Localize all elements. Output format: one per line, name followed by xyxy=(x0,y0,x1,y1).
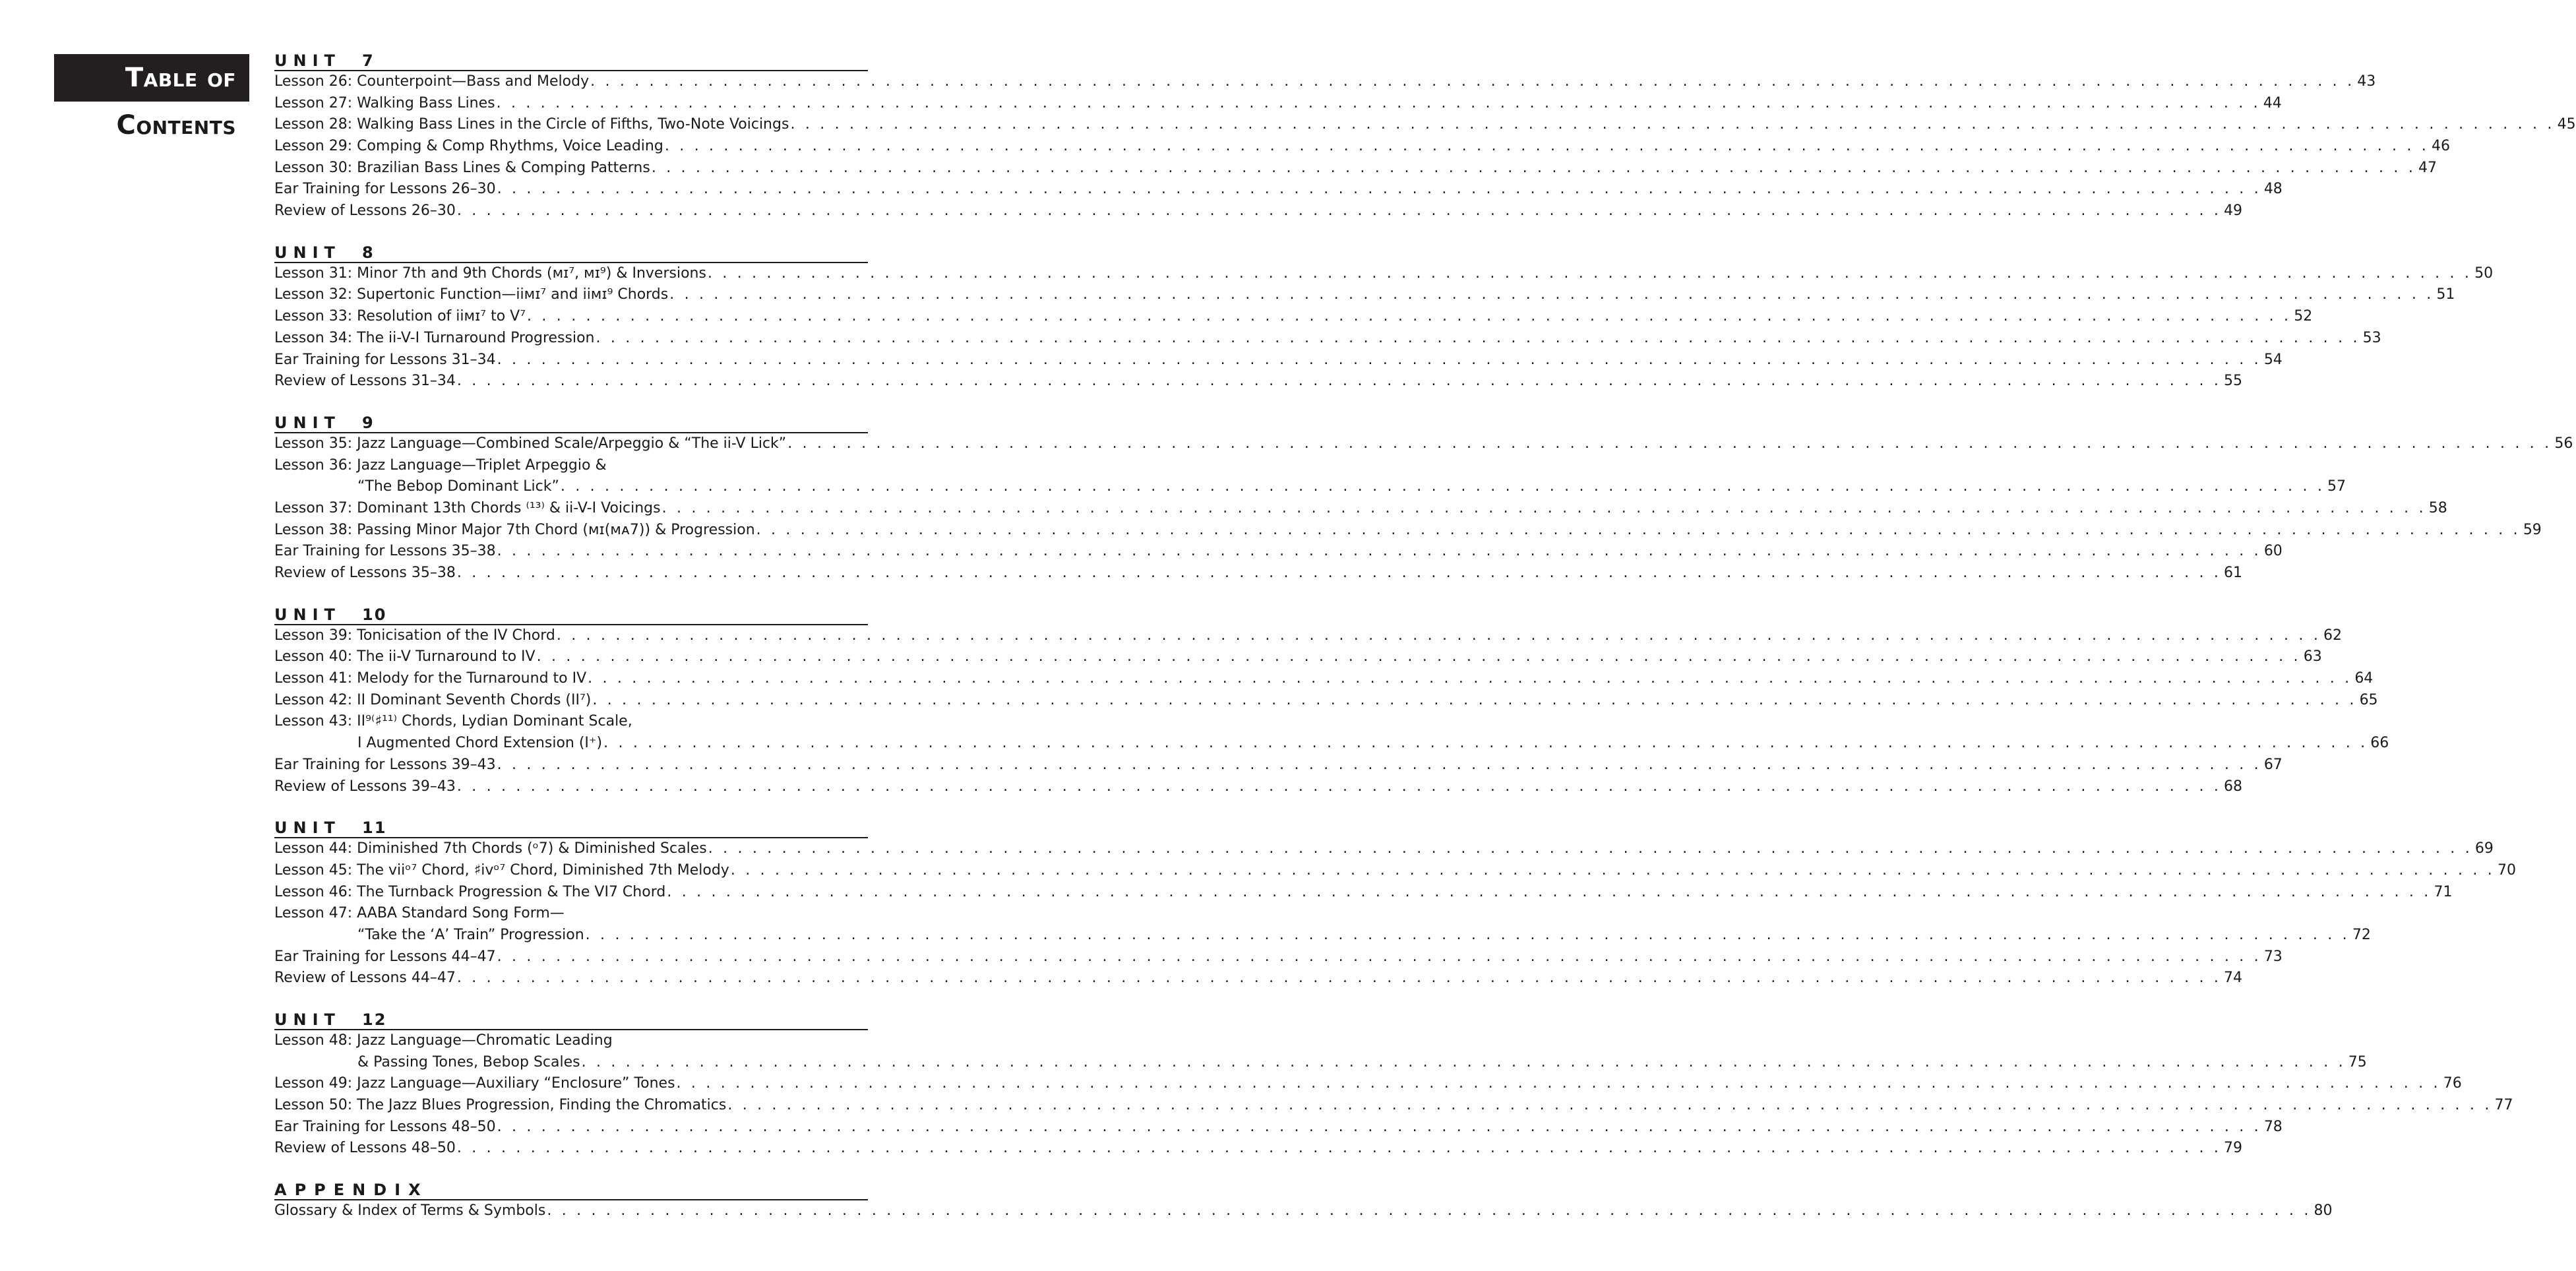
table-of-contents xyxy=(274,51,2576,1243)
entry-title: Lesson 36: Jazz Language—Triplet Arpeggio & xyxy=(274,456,607,474)
dot-leader: . . . . . . . . . . . . . . . . . . . . . . . . . . . . . . . . . . . . . . . . . . . . . . . . . . . . . . . . . . . . . . . . . . . . . . . . . . . . . . . . . . . . . . . . . . . . . . . . . . . . . . . . . . . . . . . . . . . . . . . . xyxy=(527,308,2292,325)
dot-leader: . . . . . . . . . . . . . . . . . . . . . . . . . . . . . . . . . . . . . . . . . . . . . . . . . . . . . . . . . . . . . . . . . . . . . . . . . . . . . . . . . . . . . . . . . . . . . . . . . . . . . . . . . . . . . . . . . . . . . . . . xyxy=(756,521,2521,538)
toc-title-line2-box xyxy=(54,104,249,146)
entry-page-number: 52 xyxy=(2294,308,2313,325)
section-number: 7 xyxy=(362,51,375,70)
entry-page-number: 64 xyxy=(2354,670,2374,687)
toc-entry[interactable] xyxy=(274,946,2283,968)
toc-entry[interactable] xyxy=(274,328,2381,350)
entry-title: Lesson 27: Walking Bass Lines xyxy=(274,94,495,111)
entry-page-number: 56 xyxy=(2554,435,2573,452)
section-number: 10 xyxy=(362,605,387,624)
dot-leader: . . . . . . . . . . . . . . . . . . . . . . . . . . . . . . . . . . . . . . . . . . . . . . . . . . . . . . . . . . . . . . . . . . . . . . . . . . . . . . . . . . . . . . . . . . . . . . . . . . . . . . . . . . . . . . . . . . . . . . . . xyxy=(456,565,2222,582)
toc-entry[interactable] xyxy=(274,520,2542,542)
toc-entry[interactable] xyxy=(274,93,2282,115)
toc-entry[interactable] xyxy=(274,1030,868,1052)
toc-entry[interactable] xyxy=(274,71,2376,93)
dot-leader: . . . . . . . . . . . . . . . . . . . . . . . . . . . . . . . . . . . . . . . . . . . . . . . . . . . . . . . . . . . . . . . . . . . . . . . . . . . . . . . . . . . . . . . . . . . . . . . . . . . . . . . . . . . . . . . . . . . . . . . . xyxy=(456,970,2222,987)
dot-leader: . . . . . . . . . . . . . . . . . . . . . . . . . . . . . . . . . . . . . . . . . . . . . . . . . . . . . . . . . . . . . . . . . . . . . . . . . . . . . . . . . . . . . . . . . . . . . . . . . . . . . . . . . . . . . . . . . . . . . . . . xyxy=(560,478,2325,495)
toc-section xyxy=(274,605,2389,798)
entry-title: Lesson 29: Comping & Comp Rhythms, Voice Leading xyxy=(274,138,663,155)
section-heading xyxy=(274,51,868,71)
entry-page-number: 75 xyxy=(2348,1053,2367,1070)
toc-entry[interactable] xyxy=(274,838,2494,860)
entry-title: I Augmented Chord Extension (I⁺) xyxy=(357,735,603,752)
entry-page-number: 62 xyxy=(2323,627,2343,644)
section-heading xyxy=(274,819,868,838)
entry-title: Lesson 30: Brazilian Bass Lines & Comping Patterns xyxy=(274,159,650,176)
dot-leader: . . . . . . . . . . . . . . . . . . . . . . . . . . . . . . . . . . . . . . . . . . . . . . . . . . . . . . . . . . . . . . . . . . . . . . . . . . . . . . . . . . . . . . . . . . . . . . . . . . . . . . . . . . . . . . . . . . . . . . . . xyxy=(603,735,2368,752)
dot-leader: . . . . . . . . . . . . . . . . . . . . . . . . . . . . . . . . . . . . . . . . . . . . . . . . . . . . . . . . . . . . . . . . . . . . . . . . . . . . . . . . . . . . . . . . . . . . . . . . . . . . . . . . . . . . . . . . . . . . . . . . xyxy=(676,1075,2441,1092)
entry-title: Review of Lessons 44–47 xyxy=(274,970,456,987)
toc-section xyxy=(274,243,2494,392)
entry-title: Lesson 37: Dominant 13th Chords ⁽¹³⁾ & ii-V-I Voicings xyxy=(274,499,661,516)
entry-title: Lesson 34: The ii-V-I Turnaround Progression xyxy=(274,329,595,346)
dot-leader: . . . . . . . . . . . . . . . . . . . . . . . . . . . . . . . . . . . . . . . . . . . . . . . . . . . . . . . . . . . . . . . . . . . . . . . . . . . . . . . . . . . . . . . . . . . . . . . . . . . . . . . . . . . . . . . . . . . . . . . . xyxy=(585,926,2350,943)
dot-leader: . . . . . . . . . . . . . . . . . . . . . . . . . . . . . . . . . . . . . . . . . . . . . . . . . . . . . . . . . . . . . . . . . . . . . . . . . . . . . . . . . . . . . . . . . . . . . . . . . . . . . . . . . . . . . . . . . . . . . . . . xyxy=(536,648,2301,666)
entry-page-number: 58 xyxy=(2428,499,2447,516)
section-number: 9 xyxy=(362,413,375,432)
entry-title: Lesson 46: The Turnback Progression & The VI7 Chord xyxy=(274,883,666,900)
dot-leader: . . . . . . . . . . . . . . . . . . . . . . . . . . . . . . . . . . . . . . . . . . . . . . . . . . . . . . . . . . . . . . . . . . . . . . . . . . . . . . . . . . . . . . . . . . . . . . . . . . . . . . . . . . . . . . . . . . . . . . . . xyxy=(667,883,2432,900)
toc-entry[interactable] xyxy=(274,1117,2283,1138)
entry-title: Lesson 26: Counterpoint—Bass and Melody xyxy=(274,73,590,90)
toc-entry[interactable] xyxy=(274,1052,2367,1074)
dot-leader: . . . . . . . . . . . . . . . . . . . . . . . . . . . . . . . . . . . . . . . . . . . . . . . . . . . . . . . . . . . . . . . . . . . . . . . . . . . . . . . . . . . . . . . . . . . . . . . . . . . . . . . . . . . . . . . . . . . . . . . . xyxy=(496,94,2261,111)
dot-leader: . . . . . . . . . . . . . . . . . . . . . . . . . . . . . . . . . . . . . . . . . . . . . . . . . . . . . . . . . . . . . . . . . . . . . . . . . . . . . . . . . . . . . . . . . . . . . . . . . . . . . . . . . . . . . . . . . . . . . . . . xyxy=(592,691,2357,708)
toc-title-line1: Table of xyxy=(125,63,236,93)
dot-leader: . . . . . . . . . . . . . . . . . . . . . . . . . . . . . . . . . . . . . . . . . . . . . . . . . . . . . . . . . . . . . . . . . . . . . . . . . . . . . . . . . . . . . . . . . . . . . . . . . . . . . . . . . . . . . . . . . . . . . . . . xyxy=(556,627,2321,644)
dot-leader: . . . . . . . . . . . . . . . . . . . . . . . . . . . . . . . . . . . . . . . . . . . . . . . . . . . . . . . . . . . . . . . . . . . . . . . . . . . . . . . . . . . . . . . . . . . . . . . . . . . . . . . . . . . . . . . . . . . . . . . . xyxy=(456,202,2222,220)
entry-page-number: 78 xyxy=(2263,1118,2283,1135)
section-number: 11 xyxy=(362,819,387,838)
toc-entry[interactable] xyxy=(274,733,2389,755)
dot-leader: . . . . . . . . . . . . . . . . . . . . . . . . . . . . . . . . . . . . . . . . . . . . . . . . . . . . . . . . . . . . . . . . . . . . . . . . . . . . . . . . . . . . . . . . . . . . . . . . . . . . . . . . . . . . . . . . . . . . . . . . xyxy=(497,756,2261,773)
section-label: APPENDIX xyxy=(274,1181,429,1200)
entry-page-number: 68 xyxy=(2224,778,2243,795)
section-heading xyxy=(274,1181,868,1200)
toc-entry[interactable] xyxy=(274,903,868,925)
dot-leader: . . . . . . . . . . . . . . . . . . . . . . . . . . . . . . . . . . . . . . . . . . . . . . . . . . . . . . . . . . . . . . . . . . . . . . . . . . . . . . . . . . . . . . . . . . . . . . . . . . . . . . . . . . . . . . . . . . . . . . . . xyxy=(581,1053,2346,1070)
entry-page-number: 55 xyxy=(2224,373,2243,390)
dot-leader: . . . . . . . . . . . . . . . . . . . . . . . . . . . . . . . . . . . . . . . . . . . . . . . . . . . . . . . . . . . . . . . . . . . . . . . . . . . . . . . . . . . . . . . . . . . . . . . . . . . . . . . . . . . . . . . . . . . . . . . . xyxy=(727,1097,2492,1114)
section-heading xyxy=(274,1010,868,1030)
entry-title: Lesson 33: Resolution of iiᴍɪ⁷ to V⁷ xyxy=(274,308,526,325)
entry-page-number: 54 xyxy=(2263,351,2283,368)
entry-title: Glossary & Index of Terms & Symbols xyxy=(274,1202,546,1220)
entry-page-number: 69 xyxy=(2474,840,2494,857)
toc-entry[interactable] xyxy=(274,712,868,733)
entry-title: Lesson 41: Melody for the Turnaround to IV xyxy=(274,670,587,687)
entry-page-number: 53 xyxy=(2362,329,2381,346)
toc-entry[interactable] xyxy=(274,1200,2333,1222)
dot-leader: . . . . . . . . . . . . . . . . . . . . . . . . . . . . . . . . . . . . . . . . . . . . . . . . . . . . . . . . . . . . . . . . . . . . . . . . . . . . . . . . . . . . . . . . . . . . . . . . . . . . . . . . . . . . . . . . . . . . . . . . xyxy=(547,1202,2312,1220)
toc-entry[interactable] xyxy=(274,1095,2513,1117)
toc-entry[interactable] xyxy=(274,306,2313,328)
entry-title: Ear Training for Lessons 26–30 xyxy=(274,181,496,198)
toc-entry[interactable] xyxy=(274,136,2450,158)
entry-page-number: 44 xyxy=(2263,94,2282,111)
entry-title: Lesson 42: II Dominant Seventh Chords (II⁷) xyxy=(274,691,592,708)
entry-page-number: 43 xyxy=(2357,73,2376,90)
entry-title: Lesson 50: The Jazz Blues Progression, Finding the Chromatics xyxy=(274,1097,727,1114)
entry-title: Ear Training for Lessons 39–43 xyxy=(274,756,496,773)
toc-entry[interactable] xyxy=(274,563,2243,584)
dot-leader: . . . . . . . . . . . . . . . . . . . . . . . . . . . . . . . . . . . . . . . . . . . . . . . . . . . . . . . . . . . . . . . . . . . . . . . . . . . . . . . . . . . . . . . . . . . . . . . . . . . . . . . . . . . . . . . . . . . . . . . . xyxy=(596,329,2360,346)
toc-entry[interactable] xyxy=(274,285,2455,307)
toc-entry[interactable] xyxy=(274,755,2283,776)
entry-title: Review of Lessons 26–30 xyxy=(274,202,456,220)
entry-title: Ear Training for Lessons 48–50 xyxy=(274,1118,496,1135)
entry-page-number: 48 xyxy=(2263,181,2283,198)
entry-title: Lesson 39: Tonicisation of the IV Chord xyxy=(274,627,555,644)
dot-leader: . . . . . . . . . . . . . . . . . . . . . . . . . . . . . . . . . . . . . . . . . . . . . . . . . . . . . . . . . . . . . . . . . . . . . . . . . . . . . . . . . . . . . . . . . . . . . . . . . . . . . . . . . . . . . . . . . . . . . . . . xyxy=(661,499,2426,516)
toc-entry[interactable] xyxy=(274,179,2283,201)
entry-title: Lesson 48: Jazz Language—Chromatic Leading xyxy=(274,1032,613,1049)
dot-leader: . . . . . . . . . . . . . . . . . . . . . . . . . . . . . . . . . . . . . . . . . . . . . . . . . . . . . . . . . . . . . . . . . . . . . . . . . . . . . . . . . . . . . . . . . . . . . . . . . . . . . . . . . . . . . . . . . . . . . . . . xyxy=(497,948,2261,965)
entry-page-number: 60 xyxy=(2263,543,2283,560)
toc-entry[interactable] xyxy=(274,498,2447,520)
dot-leader: . . . . . . . . . . . . . . . . . . . . . . . . . . . . . . . . . . . . . . . . . . . . . . . . . . . . . . . . . . . . . . . . . . . . . . . . . . . . . . . . . . . . . . . . . . . . . . . . . . . . . . . . . . . . . . . . . . . . . . . . xyxy=(730,861,2495,879)
toc-entry[interactable] xyxy=(274,114,2576,136)
toc-entry[interactable] xyxy=(274,201,2243,222)
section-heading xyxy=(274,605,868,625)
dot-leader: . . . . . . . . . . . . . . . . . . . . . . . . . . . . . . . . . . . . . . . . . . . . . . . . . . . . . . . . . . . . . . . . . . . . . . . . . . . . . . . . . . . . . . . . . . . . . . . . . . . . . . . . . . . . . . . . . . . . . . . . xyxy=(497,181,2261,198)
entry-title: Review of Lessons 48–50 xyxy=(274,1140,456,1157)
entry-title: Lesson 47: AABA Standard Song Form— xyxy=(274,905,565,922)
entry-page-number: 50 xyxy=(2474,264,2494,282)
toc-entry[interactable] xyxy=(274,646,2322,668)
entry-title: Lesson 45: The viiᵒ⁷ Chord, ♯ivᵒ⁷ Chord, Diminished 7th Melody xyxy=(274,861,729,879)
entry-title: Review of Lessons 39–43 xyxy=(274,778,456,795)
entry-page-number: 57 xyxy=(2327,478,2346,495)
section-label: UNIT xyxy=(274,819,341,838)
toc-entry[interactable] xyxy=(274,158,2438,179)
section-label: UNIT xyxy=(274,243,341,262)
entry-title: Lesson 43: II⁹⁽♯¹¹⁾ Chords, Lydian Dominant Scale, xyxy=(274,713,632,730)
entry-title: “Take the ‘A’ Train” Progression xyxy=(357,926,584,943)
entry-page-number: 67 xyxy=(2263,756,2283,773)
toc-entry[interactable] xyxy=(274,476,2346,498)
entry-title: Lesson 38: Passing Minor Major 7th Chord (ᴍɪ(ᴍᴀ7)) & Progression xyxy=(274,521,755,538)
toc-entry[interactable] xyxy=(274,541,2283,563)
entry-page-number: 80 xyxy=(2314,1202,2333,1220)
toc-entry[interactable] xyxy=(274,690,2378,712)
entry-title: Lesson 31: Minor 7th and 9th Chords (ᴍɪ⁷, ᴍɪ⁹) & Inversions xyxy=(274,264,706,282)
entry-page-number: 47 xyxy=(2418,159,2438,176)
entry-page-number: 66 xyxy=(2370,735,2389,752)
section-label: UNIT xyxy=(274,51,341,70)
dot-leader: . . . . . . . . . . . . . . . . . . . . . . . . . . . . . . . . . . . . . . . . . . . . . . . . . . . . . . . . . . . . . . . . . . . . . . . . . . . . . . . . . . . . . . . . . . . . . . . . . . . . . . . . . . . . . . . . . . . . . . . . xyxy=(456,1140,2222,1157)
entry-title: Lesson 49: Jazz Language—Auxiliary “Enclosure” Tones xyxy=(274,1075,675,1092)
toc-entry[interactable] xyxy=(274,882,2453,904)
entry-page-number: 79 xyxy=(2224,1140,2243,1157)
toc-section xyxy=(274,1181,2333,1222)
toc-entry[interactable] xyxy=(274,433,2573,455)
entry-page-number: 51 xyxy=(2436,286,2455,303)
entry-title: Ear Training for Lessons 44–47 xyxy=(274,948,496,965)
section-label: UNIT xyxy=(274,605,341,624)
entry-page-number: 77 xyxy=(2494,1097,2513,1114)
toc-entry[interactable] xyxy=(274,1073,2462,1095)
toc-entry[interactable] xyxy=(274,860,2516,882)
section-number: 8 xyxy=(362,243,375,262)
toc-section xyxy=(274,1010,2513,1160)
entry-title: & Passing Tones, Bebop Scales xyxy=(357,1053,580,1070)
entry-page-number: 72 xyxy=(2352,926,2371,943)
dot-leader: . . . . . . . . . . . . . . . . . . . . . . . . . . . . . . . . . . . . . . . . . . . . . . . . . . . . . . . . . . . . . . . . . . . . . . . . . . . . . . . . . . . . . . . . . . . . . . . . . . . . . . . . . . . . . . . . . . . . . . . . xyxy=(787,435,2552,452)
entry-page-number: 74 xyxy=(2224,970,2243,987)
entry-title: Lesson 28: Walking Bass Lines in the Circle of Fifths, Two-Note Voicings xyxy=(274,116,789,133)
entry-page-number: 46 xyxy=(2432,138,2450,155)
section-label: UNIT xyxy=(274,413,341,432)
dot-leader: . . . . . . . . . . . . . . . . . . . . . . . . . . . . . . . . . . . . . . . . . . . . . . . . . . . . . . . . . . . . . . . . . . . . . . . . . . . . . . . . . . . . . . . . . . . . . . . . . . . . . . . . . . . . . . . . . . . . . . . . xyxy=(708,840,2472,857)
toc-section xyxy=(274,819,2516,989)
dot-leader: . . . . . . . . . . . . . . . . . . . . . . . . . . . . . . . . . . . . . . . . . . . . . . . . . . . . . . . . . . . . . . . . . . . . . . . . . . . . . . . . . . . . . . . . . . . . . . . . . . . . . . . . . . . . . . . . . . . . . . . . xyxy=(497,1118,2261,1135)
toc-entry[interactable] xyxy=(274,968,2243,989)
entry-title: Ear Training for Lessons 35–38 xyxy=(274,543,496,560)
toc-entry[interactable] xyxy=(274,925,2371,946)
dot-leader: . . . . . . . . . . . . . . . . . . . . . . . . . . . . . . . . . . . . . . . . . . . . . . . . . . . . . . . . . . . . . . . . . . . . . . . . . . . . . . . . . . . . . . . . . . . . . . . . . . . . . . . . . . . . . . . . . . . . . . . . xyxy=(669,286,2434,303)
entry-title: Lesson 35: Jazz Language—Combined Scale/Arpeggio & “The ii-V Lick” xyxy=(274,435,787,452)
entry-title: Review of Lessons 35–38 xyxy=(274,565,456,582)
entry-title: Lesson 32: Supertonic Function—iiᴍɪ⁷ and iiᴍɪ⁹ Chords xyxy=(274,286,669,303)
toc-entry[interactable] xyxy=(274,1138,2243,1160)
entry-title: Lesson 44: Diminished 7th Chords (ᵒ7) & Diminished Scales xyxy=(274,840,707,857)
toc-entry[interactable] xyxy=(274,668,2374,690)
entry-title: Ear Training for Lessons 31–34 xyxy=(274,351,496,368)
toc-entry[interactable] xyxy=(274,371,2243,392)
toc-entry[interactable] xyxy=(274,625,2343,647)
toc-entry[interactable] xyxy=(274,263,2494,285)
entry-page-number: 65 xyxy=(2359,691,2378,708)
entry-page-number: 73 xyxy=(2263,948,2283,965)
entry-page-number: 49 xyxy=(2224,202,2243,220)
dot-leader: . . . . . . . . . . . . . . . . . . . . . . . . . . . . . . . . . . . . . . . . . . . . . . . . . . . . . . . . . . . . . . . . . . . . . . . . . . . . . . . . . . . . . . . . . . . . . . . . . . . . . . . . . . . . . . . . . . . . . . . . xyxy=(456,778,2222,795)
section-label: UNIT xyxy=(274,1010,341,1030)
dot-leader: . . . . . . . . . . . . . . . . . . . . . . . . . . . . . . . . . . . . . . . . . . . . . . . . . . . . . . . . . . . . . . . . . . . . . . . . . . . . . . . . . . . . . . . . . . . . . . . . . . . . . . . . . . . . . . . . . . . . . . . . xyxy=(664,138,2429,155)
dot-leader: . . . . . . . . . . . . . . . . . . . . . . . . . . . . . . . . . . . . . . . . . . . . . . . . . . . . . . . . . . . . . . . . . . . . . . . . . . . . . . . . . . . . . . . . . . . . . . . . . . . . . . . . . . . . . . . . . . . . . . . . xyxy=(651,159,2416,176)
toc-title-box xyxy=(54,54,249,102)
entry-page-number: 45 xyxy=(2557,116,2576,133)
toc-section xyxy=(274,413,2573,584)
entry-title: Lesson 40: The ii-V Turnaround to IV xyxy=(274,648,536,666)
toc-section xyxy=(274,51,2576,222)
entry-title: Review of Lessons 31–34 xyxy=(274,373,456,390)
dot-leader: . . . . . . . . . . . . . . . . . . . . . . . . . . . . . . . . . . . . . . . . . . . . . . . . . . . . . . . . . . . . . . . . . . . . . . . . . . . . . . . . . . . . . . . . . . . . . . . . . . . . . . . . . . . . . . . . . . . . . . . . xyxy=(590,73,2355,90)
dot-leader: . . . . . . . . . . . . . . . . . . . . . . . . . . . . . . . . . . . . . . . . . . . . . . . . . . . . . . . . . . . . . . . . . . . . . . . . . . . . . . . . . . . . . . . . . . . . . . . . . . . . . . . . . . . . . . . . . . . . . . . . xyxy=(588,670,2352,687)
section-heading xyxy=(274,243,868,263)
toc-entry[interactable] xyxy=(274,776,2243,798)
dot-leader: . . . . . . . . . . . . . . . . . . . . . . . . . . . . . . . . . . . . . . . . . . . . . . . . . . . . . . . . . . . . . . . . . . . . . . . . . . . . . . . . . . . . . . . . . . . . . . . . . . . . . . . . . . . . . . . . . . . . . . . . xyxy=(456,373,2222,390)
dot-leader: . . . . . . . . . . . . . . . . . . . . . . . . . . . . . . . . . . . . . . . . . . . . . . . . . . . . . . . . . . . . . . . . . . . . . . . . . . . . . . . . . . . . . . . . . . . . . . . . . . . . . . . . . . . . . . . . . . . . . . . . xyxy=(790,116,2555,133)
dot-leader: . . . . . . . . . . . . . . . . . . . . . . . . . . . . . . . . . . . . . . . . . . . . . . . . . . . . . . . . . . . . . . . . . . . . . . . . . . . . . . . . . . . . . . . . . . . . . . . . . . . . . . . . . . . . . . . . . . . . . . . . xyxy=(497,543,2261,560)
entry-title: “The Bebop Dominant Lick” xyxy=(357,478,559,495)
entry-page-number: 61 xyxy=(2224,565,2243,582)
section-heading xyxy=(274,414,868,433)
entry-page-number: 63 xyxy=(2303,648,2322,666)
toc-title-line2: Contents xyxy=(116,110,236,140)
entry-page-number: 59 xyxy=(2523,521,2542,538)
toc-entry[interactable] xyxy=(274,350,2283,371)
section-number: 12 xyxy=(362,1010,387,1030)
dot-leader: . . . . . . . . . . . . . . . . . . . . . . . . . . . . . . . . . . . . . . . . . . . . . . . . . . . . . . . . . . . . . . . . . . . . . . . . . . . . . . . . . . . . . . . . . . . . . . . . . . . . . . . . . . . . . . . . . . . . . . . . xyxy=(497,351,2261,368)
entry-page-number: 71 xyxy=(2434,883,2453,900)
toc-entry[interactable] xyxy=(274,455,868,477)
dot-leader: . . . . . . . . . . . . . . . . . . . . . . . . . . . . . . . . . . . . . . . . . . . . . . . . . . . . . . . . . . . . . . . . . . . . . . . . . . . . . . . . . . . . . . . . . . . . . . . . . . . . . . . . . . . . . . . . . . . . . . . . xyxy=(707,264,2472,282)
entry-page-number: 70 xyxy=(2497,861,2516,879)
entry-page-number: 76 xyxy=(2443,1075,2462,1092)
